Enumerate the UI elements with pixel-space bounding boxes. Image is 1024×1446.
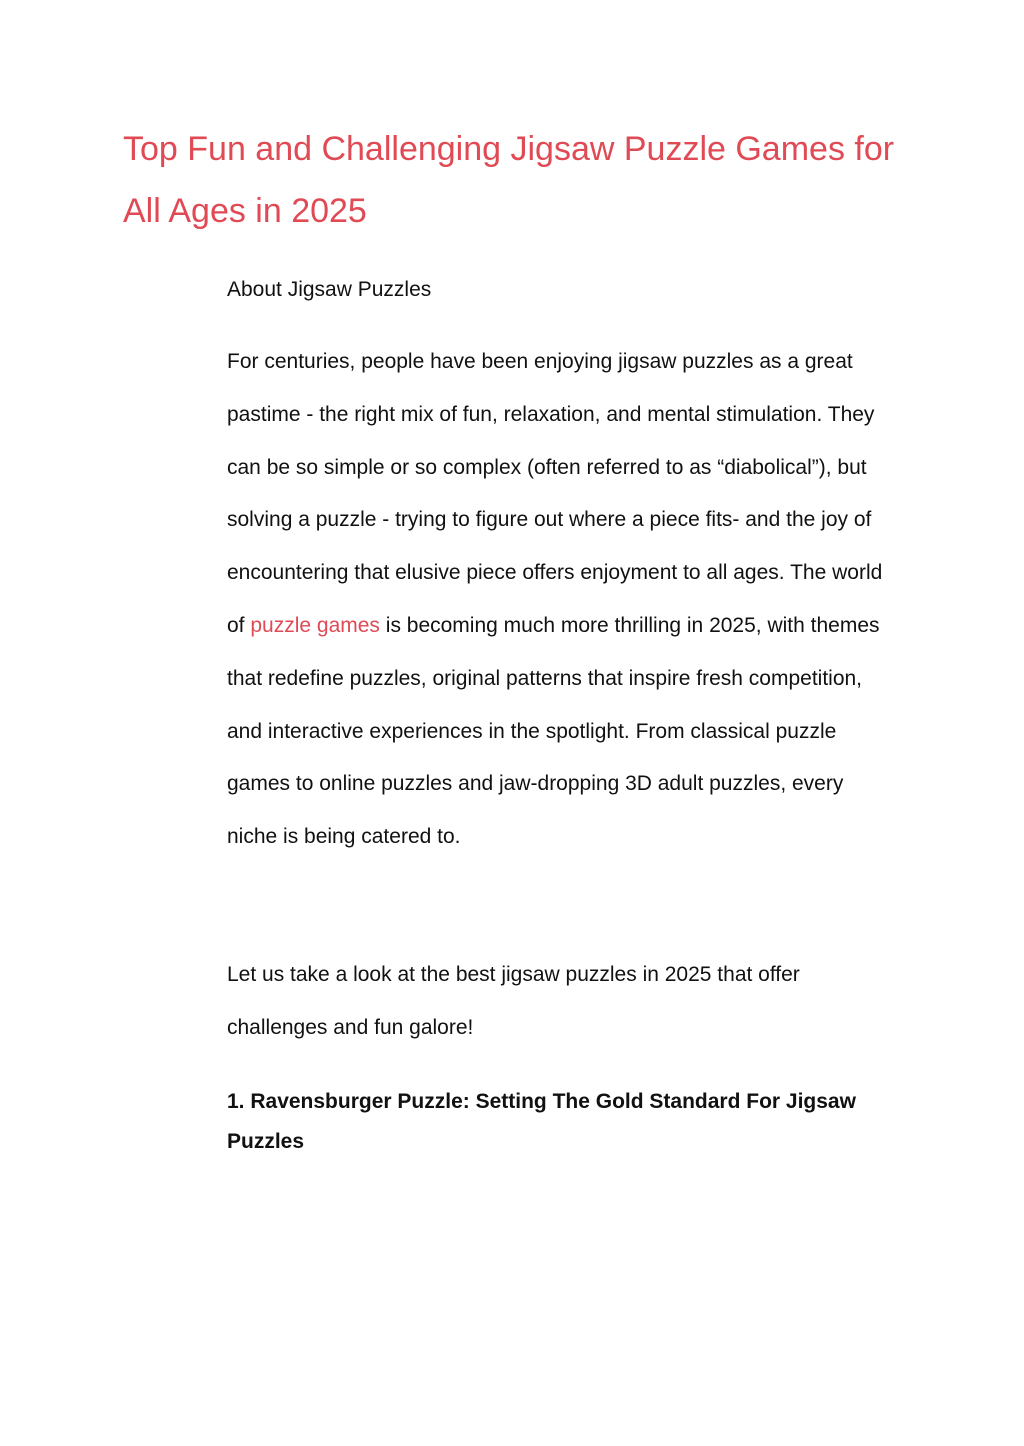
section-heading-ravensburger: 1. Ravensburger Puzzle: Setting The Gold Standard For Jigsaw Puzzles <box>227 1090 856 1153</box>
second-paragraph: Let us take a look at the best jigsaw puzzles in 2025 that offer challenges and fun galore! <box>227 963 800 1039</box>
page-title: Top Fun and Challenging Jigsaw Puzzle Games for All Ages in 2025 <box>123 130 895 230</box>
intro-text-before-link: For centuries, people have been enjoying jigsaw puzzles as a great pastime - the right mix of fun, relaxation, and mental stimulation. They can be so simple or so complex (often referred to as “diabolical”), but solving a puzzle - trying to figure out where a piece fits- and the joy of encountering that elusive piece offers enjoyment to all ages. The world of <box>227 350 883 637</box>
puzzle-games-link[interactable]: puzzle games <box>250 613 380 637</box>
intro-paragraph <box>227 336 887 864</box>
about-heading: About Jigsaw Puzzles <box>227 278 432 301</box>
intro-text-after-link: is becoming much more thrilling in 2025, with themes that redefine puzzles, original patterns that inspire fresh competition, and interactive experiences in the spotlight. From classical puzzle games to online puzzles and jaw-dropping 3D adult puzzles, every niche is being catered to. <box>227 613 880 849</box>
